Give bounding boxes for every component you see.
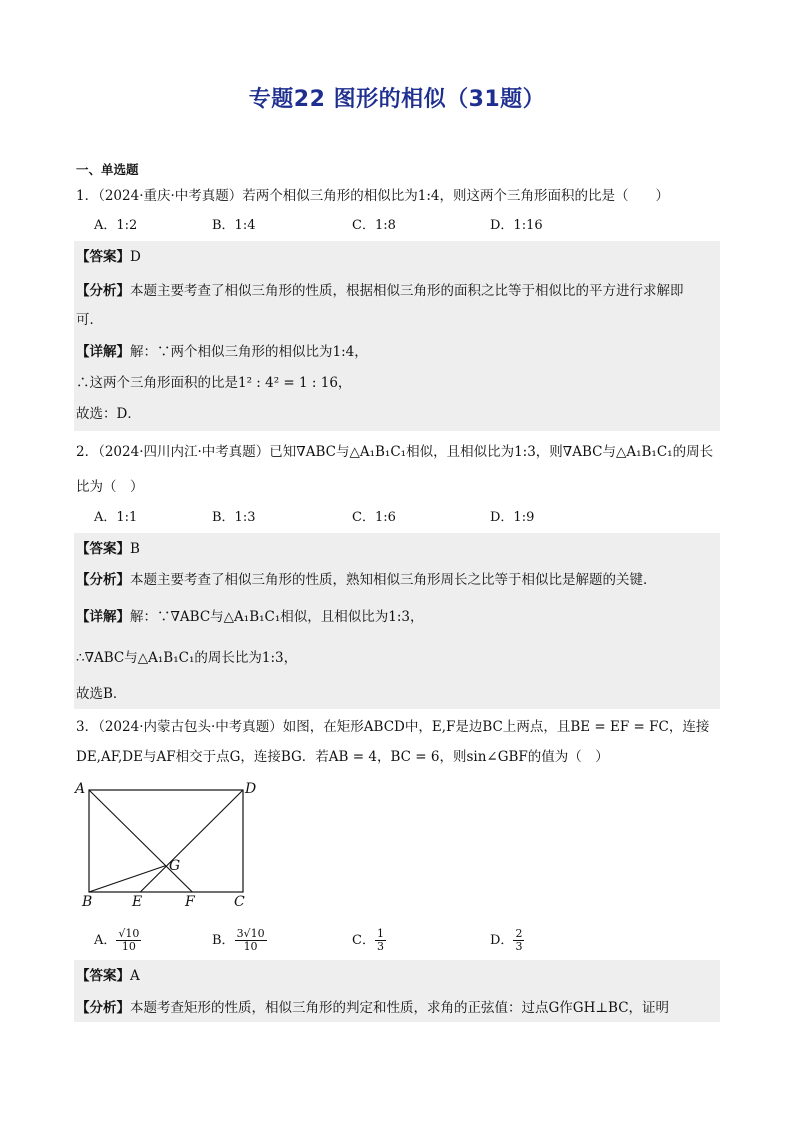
label-c: C bbox=[234, 894, 245, 908]
analysis-text: 本题考查矩形的性质，相似三角形的判定和性质，求角的正弦值：过点G作GH⊥BC，证明 bbox=[130, 1000, 670, 1016]
fraction bbox=[513, 928, 524, 953]
segment-de bbox=[140, 790, 243, 892]
analysis-tag: 【分析】 bbox=[76, 572, 130, 588]
option-letter: D． bbox=[490, 933, 514, 948]
label-b: B bbox=[82, 894, 93, 908]
question-2-stem-line-1: 2．（2024·四川内江·中考真题）已知∇ABC与△A₁B₁C₁相似，且相似比为1:3，则∇ABC与△A₁B₁C₁的周长 bbox=[76, 444, 714, 460]
q1-option-a: A．1:2 bbox=[94, 218, 138, 233]
denominator: 10 bbox=[243, 940, 258, 953]
numerator: 3√10 bbox=[236, 927, 265, 940]
label-d: D bbox=[245, 781, 257, 797]
question-3-stem-line-1: 3．（2024·内蒙古包头·中考真题）如图，在矩形ABCD中，E,F是边BC上两点，且BE = EF = FC，连接 bbox=[76, 719, 710, 735]
numerator: 2 bbox=[515, 927, 523, 940]
question-1-stem: 1．（2024·重庆·中考真题）若两个相似三角形的相似比为1:4，则这两个三角形面积的比是（ ） bbox=[76, 188, 670, 204]
detail-tag: 【详解】 bbox=[76, 609, 130, 625]
label-g: G bbox=[169, 858, 181, 874]
page-title: 专题22 图形的相似（31题） bbox=[248, 87, 546, 112]
denominator: 10 bbox=[121, 940, 136, 953]
q1-detail-line-1 bbox=[76, 342, 368, 362]
q1-solution-box bbox=[74, 241, 720, 431]
label-a: A bbox=[75, 781, 86, 797]
q3-answer bbox=[76, 966, 140, 986]
fraction bbox=[116, 928, 141, 953]
analysis-tag: 【分析】 bbox=[76, 1000, 130, 1016]
q1-option-b: B．1:4 bbox=[212, 218, 256, 233]
q3-option-c bbox=[352, 928, 386, 953]
q3-option-a bbox=[94, 928, 141, 953]
analysis-text: 本题主要考查了相似三角形的性质，根据相似三角形的面积之比等于相似比的平方进行求解即 bbox=[130, 283, 684, 299]
answer-tag: 【答案】 bbox=[76, 968, 130, 984]
segment-af bbox=[89, 790, 192, 892]
q2-option-a: A．1:1 bbox=[94, 510, 138, 525]
detail-text: 解：∵∇ABC与△A₁B₁C₁相似，且相似比为1:3， bbox=[130, 609, 424, 625]
q1-option-c: C．1:8 bbox=[352, 218, 396, 233]
answer-value: D bbox=[130, 249, 141, 265]
label-f: F bbox=[185, 894, 195, 908]
label-e: E bbox=[132, 894, 143, 908]
denominator: 3 bbox=[376, 940, 384, 953]
rectangle-figure bbox=[72, 776, 272, 908]
question-2-stem-line-2: 比为（ ） bbox=[76, 479, 144, 495]
q2-detail-line-1 bbox=[76, 607, 424, 627]
detail-tag: 【详解】 bbox=[76, 344, 130, 360]
q3-option-b bbox=[212, 928, 267, 953]
answer-value: A bbox=[130, 968, 140, 984]
rectangle-abcd bbox=[89, 790, 243, 892]
q2-detail-line-2: ∴∇ABC与△A₁B₁C₁的周长比为1:3， bbox=[76, 650, 298, 666]
q2-answer bbox=[76, 539, 140, 559]
answer-value: B bbox=[130, 541, 140, 557]
q2-analysis-line-1 bbox=[76, 570, 657, 590]
fraction bbox=[375, 928, 386, 953]
detail-text: 解：∵两个相似三角形的相似比为1:4， bbox=[130, 344, 368, 360]
q2-option-b: B．1:3 bbox=[212, 510, 256, 525]
q2-option-c: C．1:6 bbox=[352, 510, 396, 525]
q1-option-d: D．1:16 bbox=[490, 218, 543, 233]
analysis-text: 本题主要考查了相似三角形的性质，熟知相似三角形周长之比等于相似比是解题的关键． bbox=[130, 572, 657, 588]
option-letter: A． bbox=[94, 933, 117, 948]
q3-option-d bbox=[490, 928, 524, 953]
answer-tag: 【答案】 bbox=[76, 249, 130, 265]
denominator: 3 bbox=[515, 940, 523, 953]
option-letter: B． bbox=[212, 933, 235, 948]
section-heading: 一、单选题 bbox=[76, 162, 139, 177]
q3-analysis-line-1 bbox=[76, 998, 669, 1018]
q1-detail-line-3: 故选：D． bbox=[76, 406, 141, 422]
fraction bbox=[235, 928, 267, 953]
numerator: √10 bbox=[118, 927, 140, 940]
q2-option-d: D．1:9 bbox=[490, 510, 535, 525]
question-3-stem-line-2: DE,AF,DE与AF相交于点G，连接BG．若AB = 4，BC = 6，则sin∠GBF的值为（ ） bbox=[76, 749, 609, 765]
q1-analysis-line-1 bbox=[76, 281, 684, 301]
analysis-tag: 【分析】 bbox=[76, 283, 130, 299]
option-letter: C． bbox=[352, 933, 375, 948]
answer-tag: 【答案】 bbox=[76, 541, 130, 557]
q1-detail-line-2: ∴这两个三角形面积的比是1² : 4² = 1 : 16， bbox=[76, 375, 352, 391]
q1-answer bbox=[76, 247, 141, 267]
q1-analysis-line-2: 可． bbox=[76, 312, 103, 328]
q2-detail-line-3: 故选B． bbox=[76, 686, 127, 702]
segment-bg bbox=[89, 866, 166, 893]
numerator: 1 bbox=[376, 927, 384, 940]
